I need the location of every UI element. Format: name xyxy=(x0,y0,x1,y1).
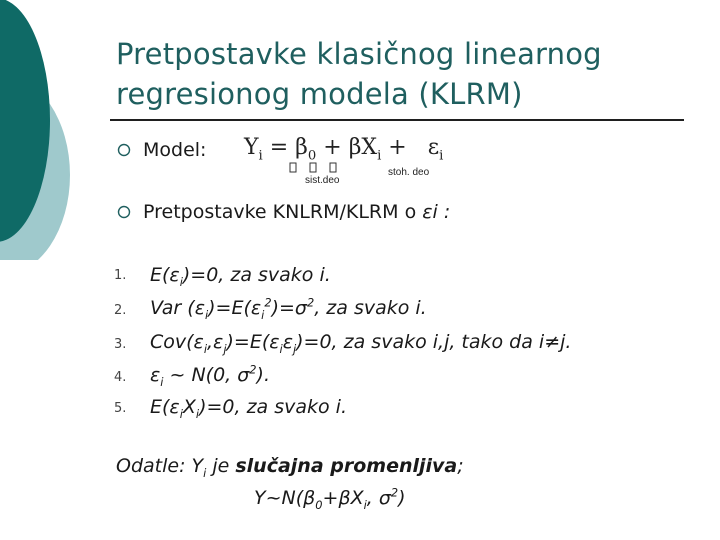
list-number: 2. xyxy=(114,303,127,318)
assumption-3: $Cov(\varepsilon_i,\varepsilon_j)=E(\varepsilon_i\varepsilon_j)=0$, za svako i,j, tako da i≠j. xyxy=(150,331,572,356)
title-divider xyxy=(110,119,684,121)
systematic-brace xyxy=(288,162,358,174)
list-number: 5. xyxy=(114,401,127,416)
circle-bullet-icon xyxy=(116,142,132,158)
list-number: 1. xyxy=(114,268,127,283)
decorative-shapes xyxy=(0,0,80,260)
model-label: Model: xyxy=(143,139,207,161)
random-variable-term: slučajna promenljiva xyxy=(235,455,458,477)
title-line-1: Pretpostavke klasičnog linearnog xyxy=(116,37,602,71)
assumption-5: $E(\varepsilon_iX_i)=0$, za svako i. xyxy=(150,396,347,421)
model-formula: $Y_i = \beta_0 + \beta X_i + \varepsilon_i$ xyxy=(244,135,444,164)
circle-bullet-icon xyxy=(116,204,132,220)
stochastic-part-label: stoh. deo xyxy=(388,167,430,178)
conclusion-line: Odatle: $Y_i$ je slučajna promenljiva; xyxy=(116,455,464,480)
assumption-2: Var $(\varepsilon_i)=E(\varepsilon_i^2)=\sigma^2$, za svako i. xyxy=(150,295,427,322)
systematic-part-label: sist.deo xyxy=(305,175,340,186)
assumptions-heading: Pretpostavke KNLRM/KLRM o εi : xyxy=(143,201,451,223)
distribution-line: $Y\sim N(\beta_0+\beta X_i$, $\sigma^2$) xyxy=(254,485,406,512)
list-number: 4. xyxy=(114,370,127,385)
assumption-4: $\varepsilon_i$ ~ N(0, $\sigma^2$). xyxy=(150,362,270,389)
assumption-1: $E(\varepsilon_i)=0$, za svako i. xyxy=(150,264,331,289)
title-line-2: regresionog modela (KLRM) xyxy=(116,77,523,111)
list-number: 3. xyxy=(114,337,127,352)
slide-title xyxy=(116,34,696,114)
